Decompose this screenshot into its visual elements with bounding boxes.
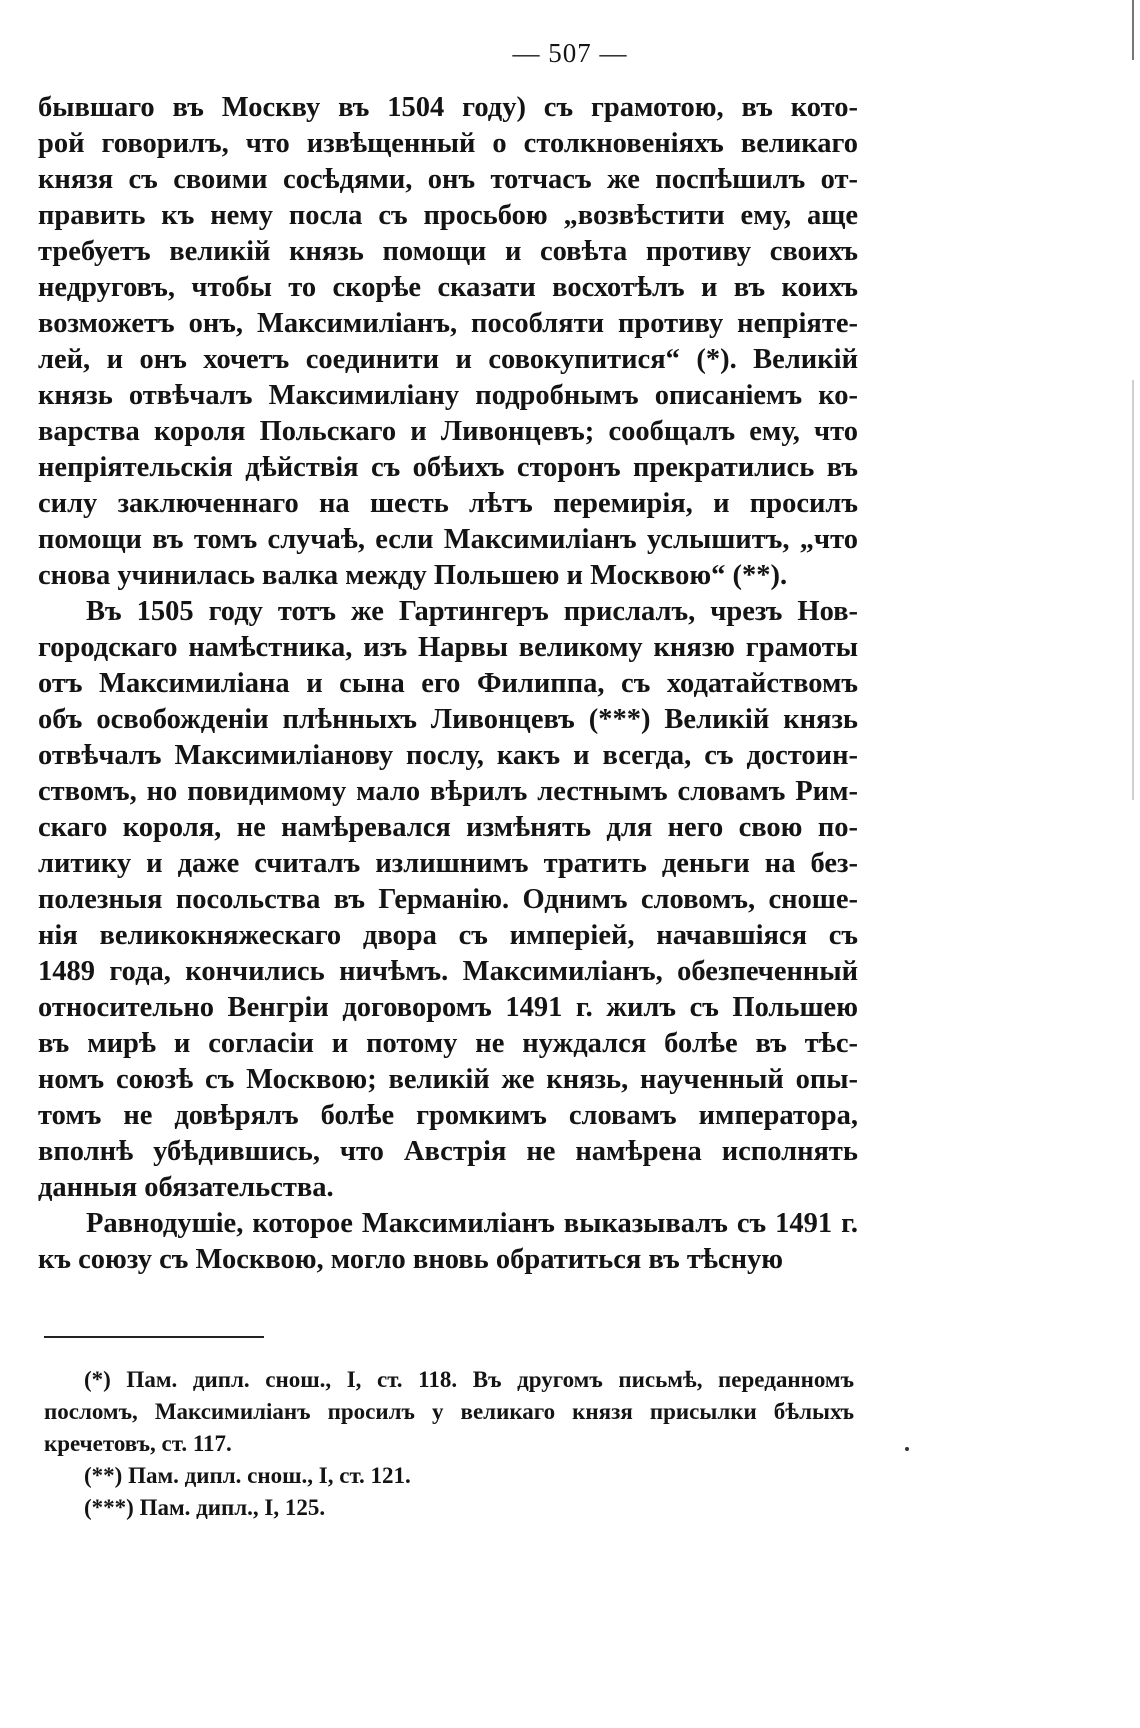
text-line: номъ союзѣ съ Москвою; великій же князь, наученный опы- xyxy=(38,1064,858,1095)
text-line: возможетъ онъ, Максимиліанъ, пособляти противу непріяте- xyxy=(38,308,858,339)
footnote-line: (**) Пам. дипл. снош., I, ст. 121. xyxy=(84,1463,411,1488)
text-line: 1489 года, кончились ничѣмъ. Максимиліанъ, обезпеченный xyxy=(38,956,858,987)
text-line: литику и даже считалъ излишнимъ тратить деньги на без- xyxy=(38,848,858,879)
footnote-line: кречетовъ, ст. 117. xyxy=(44,1431,232,1456)
text-line: князя съ своими сосѣдями, онъ тотчасъ же поспѣшилъ от- xyxy=(38,164,858,195)
scan-edge-mark xyxy=(1132,0,1134,60)
text-line: томъ не довѣрялъ болѣе громкимъ словамъ императора, xyxy=(38,1100,858,1131)
text-line: править къ нему посла съ просьбою „возвѣстити ему, аще xyxy=(38,200,858,231)
footnote-line: (*) Пам. дипл. снош., I, ст. 118. Въ другомъ письмѣ, переданномъ xyxy=(84,1367,854,1392)
text-line: отъ Максимиліана и сына его Филиппа, съ ходатайствомъ xyxy=(38,668,858,699)
text-line: силу заключеннаго на шесть лѣтъ перемирія, и просилъ xyxy=(38,488,858,519)
footnote xyxy=(44,1492,854,1524)
text-line: недруговъ, чтобы то скорѣе сказати восхотѣлъ и въ коихъ xyxy=(38,272,858,303)
text-line: относительно Венгріи договоромъ 1491 г. жилъ съ Польшею xyxy=(38,992,858,1023)
footnote xyxy=(44,1460,854,1492)
text-line: снова учинилась валка между Польшею и Москвою“ (**). xyxy=(38,560,788,591)
footnote-line: (***) Пам. дипл., I, 125. xyxy=(84,1495,326,1520)
text-line: Въ 1505 году тотъ же Гартингеръ прислалъ, чрезъ Нов- xyxy=(86,596,858,627)
text-line: данныя обязательства. xyxy=(38,1172,334,1203)
footnote-line: посломъ, Максимиліанъ просилъ у великаго князя присылки бѣлыхъ xyxy=(44,1399,854,1424)
footnote-separator xyxy=(44,1336,264,1338)
text-line: бывшаго въ Москву въ 1504 году) съ грамотою, въ кото- xyxy=(38,92,858,123)
text-line: вполнѣ убѣдившись, что Австрія не намѣрена исполнять xyxy=(38,1136,858,1167)
scan-edge-mark xyxy=(1132,380,1134,800)
text-line: нія великокняжескаго двора съ имперіей, начавшіяся съ xyxy=(38,920,858,951)
paragraph xyxy=(38,1206,858,1278)
text-line: въ мирѣ и согласіи и потому не нуждался болѣе въ тѣс- xyxy=(38,1028,858,1059)
text-line: скаго короля, не намѣревался измѣнять для него свою по- xyxy=(38,812,858,843)
scan-speck xyxy=(905,1447,909,1451)
text-line: Равнодушіе, которое Максимиліанъ выказывалъ съ 1491 г. xyxy=(86,1208,858,1239)
text-line: князь отвѣчалъ Максимиліану подробнымъ описаніемъ ко- xyxy=(38,380,858,411)
text-line: рой говорилъ, что извѣщенный о столкновеніяхъ великаго xyxy=(38,128,858,159)
footnote xyxy=(44,1364,854,1460)
text-line: къ союзу съ Москвою, могло вновь обратиться въ тѣсную xyxy=(38,1244,784,1275)
text-line: варства короля Польскаго и Ливонцевъ; сообщалъ ему, что xyxy=(38,416,858,447)
paragraph xyxy=(38,90,858,594)
footnotes xyxy=(44,1364,854,1524)
text-line: помощи въ томъ случаѣ, если Максимиліанъ услышитъ, „что xyxy=(38,524,858,555)
text-line: городскаго намѣстника, изъ Нарвы великому князю грамоты xyxy=(38,632,858,663)
text-line: лей, и онъ хочетъ соединити и совокупитися“ (*). Великій xyxy=(38,344,858,375)
text-line: требуетъ великій князь помощи и совѣта противу своихъ xyxy=(38,236,858,267)
paragraph xyxy=(38,594,858,1206)
text-line: ствомъ, но повидимому мало вѣрилъ лестнымъ словамъ Рим- xyxy=(38,776,858,807)
text-line: объ освобожденіи плѣнныхъ Ливонцевъ (***) Великій князь xyxy=(38,704,858,735)
text-line: полезныя посольства въ Германію. Однимъ словомъ, снoше- xyxy=(38,884,858,915)
text-line: отвѣчалъ Максимиліанову послу, какъ и всегда, съ достоин- xyxy=(38,740,858,771)
page-number: — 507 — xyxy=(512,38,628,68)
body-text xyxy=(38,90,858,1278)
text-line: непріятельскія дѣйствія съ обѣихъ сторонъ прекратились въ xyxy=(38,452,858,483)
